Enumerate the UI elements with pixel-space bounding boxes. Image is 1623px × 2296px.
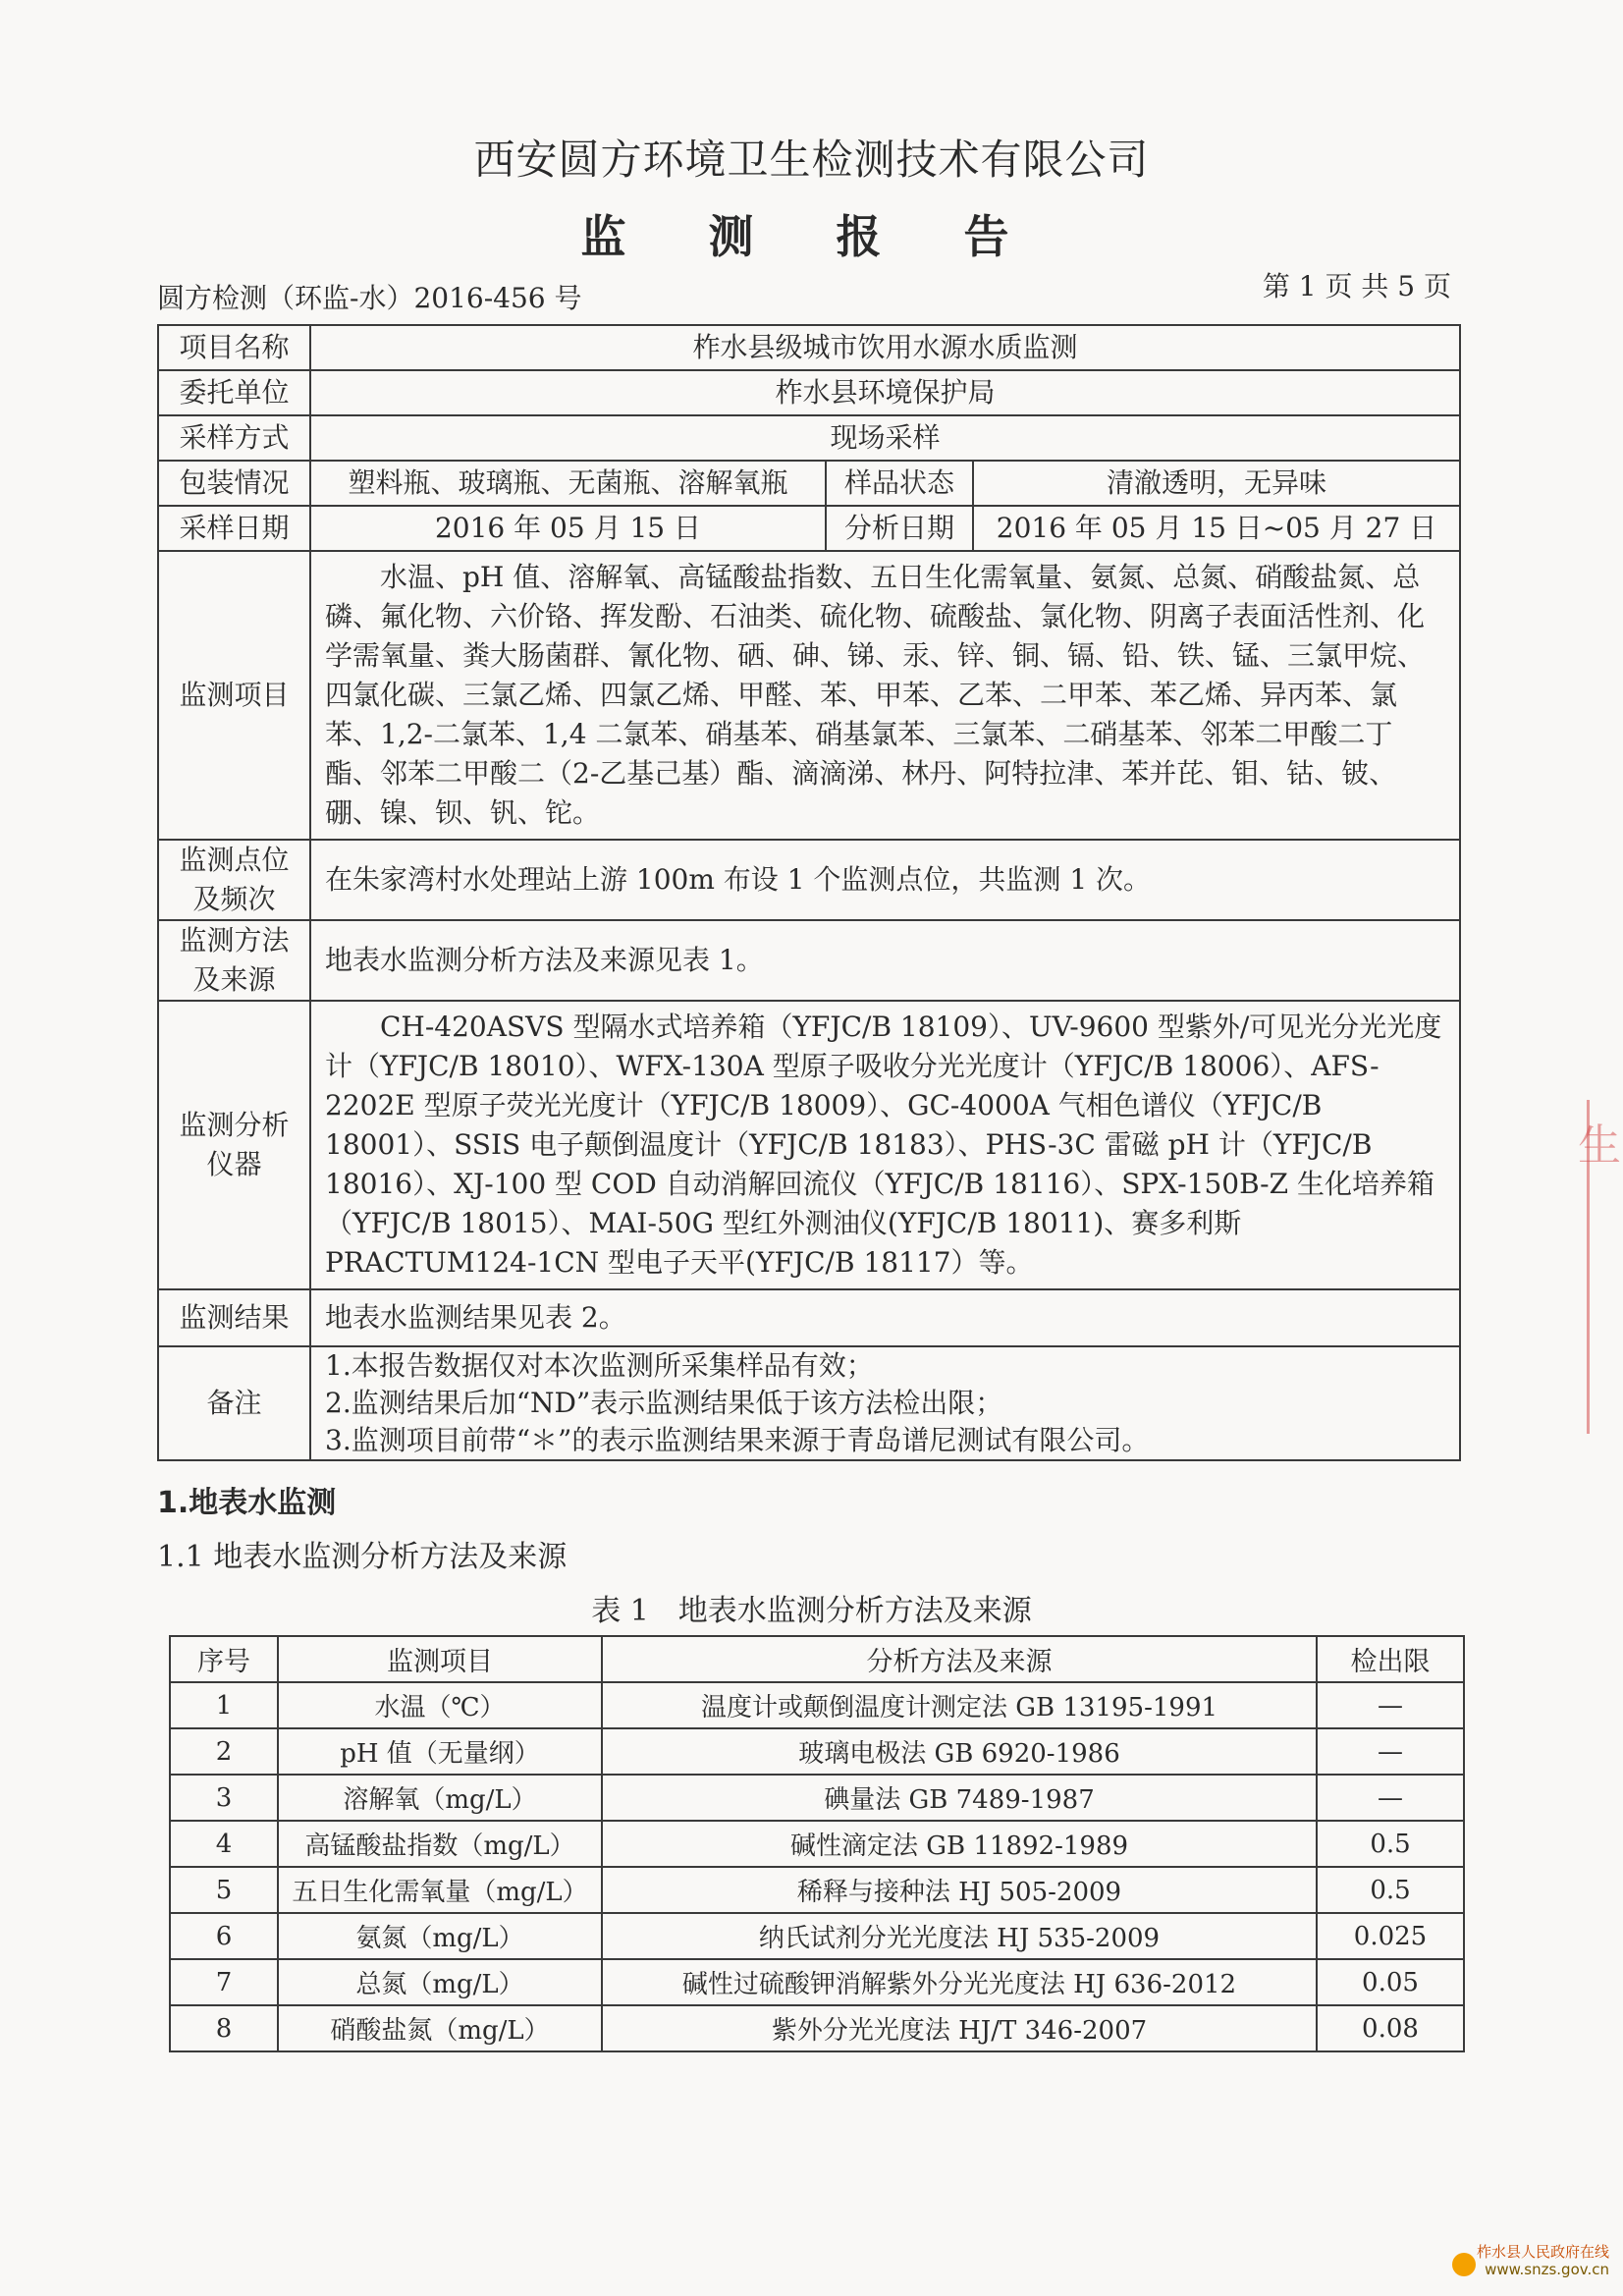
row-number: 3 (170, 1775, 278, 1821)
notes-label: 备注 (158, 1346, 310, 1460)
detection-limit: 0.025 (1317, 1913, 1464, 1959)
note-line: 1.本报告数据仅对本次监测所采集样品有效； (325, 1349, 874, 1382)
monitoring-point-label-line2: 及频次 (192, 883, 276, 915)
monitoring-point-value: 在朱家湾村水处理站上游 100m 布设 1 个监测点位，共监测 1 次。 (310, 840, 1460, 920)
client-value: 柞水县环境保护局 (310, 370, 1460, 415)
watermark-site-name: 柞水县人民政府在线 (1476, 2243, 1609, 2261)
sampling-method-value: 现场采样 (310, 415, 1460, 461)
table-row (170, 1728, 1464, 1775)
table-row (158, 840, 1460, 920)
note-line: 3.监测项目前带“＊”的表示监测结果来源于青岛谱尼测试有限公司。 (325, 1424, 1150, 1456)
monitoring-point-label (158, 840, 310, 920)
table-row (170, 1821, 1464, 1867)
analysis-method: 纳氏试剂分光光度法 HJ 535-2009 (602, 1913, 1317, 1959)
methods-table (169, 1635, 1465, 2052)
table-row (170, 1682, 1464, 1728)
watermark (1477, 2243, 1609, 2278)
column-header: 分析方法及来源 (602, 1636, 1317, 1682)
project-name-label: 项目名称 (158, 325, 310, 370)
detection-limit: — (1317, 1728, 1464, 1775)
column-header: 序号 (170, 1636, 278, 1682)
instrument-label-line2: 仪器 (206, 1148, 262, 1180)
result-label: 监测结果 (158, 1289, 310, 1346)
row-number: 4 (170, 1821, 278, 1867)
table-row (158, 551, 1460, 840)
table-row (158, 415, 1460, 461)
watermark-url: www.snzs.gov.cn (1485, 2261, 1609, 2278)
table-row (170, 1959, 1464, 2005)
analysis-method: 碱性过硫酸钾消解紫外分光光度法 HJ 636-2012 (602, 1959, 1317, 2005)
monitoring-item: 氨氮（mg/L） (278, 1913, 602, 1959)
column-header: 监测项目 (278, 1636, 602, 1682)
row-number: 5 (170, 1867, 278, 1913)
table-row (170, 1775, 1464, 1821)
row-number: 7 (170, 1959, 278, 2005)
table-caption: 表 1 地表水监测分析方法及来源 (591, 1594, 1032, 1628)
project-name-value: 柞水县级城市饮用水源水质监测 (310, 325, 1460, 370)
detection-limit: 0.5 (1317, 1867, 1464, 1913)
row-number: 6 (170, 1913, 278, 1959)
table-row (158, 325, 1460, 370)
monitoring-item: 硝酸盐氮（mg/L） (278, 2005, 602, 2051)
table-header-row (170, 1636, 1464, 1682)
table-row (170, 1867, 1464, 1913)
analysis-date-value: 2016 年 05 月 15 日~05 月 27 日 (973, 506, 1460, 551)
instrument-value: CH-420ASVS 型隔水式培养箱（YFJC/B 18109）、UV-9600 型紫外/可见光分光光度计（YFJC/B 18010）、WFX-130A 型原子吸收分光光度计（YFJC/B 18006）、AFS-2202E 型原子荧光光度计（YFJC/B 18009）、GC-4000A 气相色谱仪（YFJC/B 18001）、SSIS 电子颠倒温度计（YFJC/B 18183）、PHS-3C 雷磁 pH 计（YFJC/B 18016）、XJ-100 型 COD 自动消解回流仪（YFJC/B 18116）、SPX-150B-Z 生化培养箱（YFJC/B 18015）、MAI-50G 型红外测油仪(YFJC/B 18011)、赛多利斯 PRACTUM124-1CN 型电子天平(YFJC/B 18117）等。 (310, 1001, 1460, 1289)
packaging-value: 塑料瓶、玻璃瓶、无菌瓶、溶解氧瓶 (310, 461, 826, 506)
monitoring-items-label: 监测项目 (158, 551, 310, 840)
detection-limit: 0.5 (1317, 1821, 1464, 1867)
sampling-method-label: 采样方式 (158, 415, 310, 461)
watermark-logo-icon (1452, 2253, 1476, 2276)
table-row (158, 1001, 1460, 1289)
report-info-table (157, 324, 1461, 1461)
monitoring-method-label-line2: 及来源 (192, 963, 276, 996)
packaging-label: 包装情况 (158, 461, 310, 506)
analysis-method: 紫外分光光度法 HJ/T 346-2007 (602, 2005, 1317, 2051)
subsection-heading: 1.1 地表水监测分析方法及来源 (157, 1540, 568, 1574)
table-row (158, 920, 1460, 1001)
monitoring-method-label-line1: 监测方法 (179, 924, 290, 957)
sampling-date-label: 采样日期 (158, 506, 310, 551)
instrument-label (158, 1001, 310, 1289)
table-row (170, 1913, 1464, 1959)
monitoring-item: pH 值（无量纲） (278, 1728, 602, 1775)
instrument-label-line1: 监测分析 (179, 1109, 290, 1141)
analysis-method: 碱性滴定法 GB 11892-1989 (602, 1821, 1317, 1867)
monitoring-item: 五日生化需氧量（mg/L） (278, 1867, 602, 1913)
detection-limit: — (1317, 1682, 1464, 1728)
detection-limit: 0.08 (1317, 2005, 1464, 2051)
table-row (158, 506, 1460, 551)
client-label: 委托单位 (158, 370, 310, 415)
seal-character: 生 (1578, 1121, 1621, 1171)
result-value: 地表水监测结果见表 2。 (310, 1289, 1460, 1346)
report-number: 圆方检测（环监-水）2016-456 号 (157, 282, 582, 314)
page-indicator: 第 1 页 共 5 页 (1262, 270, 1451, 302)
analysis-method: 稀释与接种法 HJ 505-2009 (602, 1867, 1317, 1913)
note-line: 2.监测结果后加“ND”表示监测结果低于该方法检出限； (325, 1387, 1003, 1419)
monitoring-items-value: 水温、pH 值、溶解氧、高锰酸盐指数、五日生化需氧量、氨氮、总氮、硝酸盐氮、总磷、氟化物、六价铬、挥发酚、石油类、硫化物、硫酸盐、氯化物、阴离子表面活性剂、化学需氧量、粪大肠菌群、氰化物、硒、砷、锑、汞、锌、铜、镉、铅、铁、锰、三氯甲烷、四氯化碳、三氯乙烯、四氯乙烯、甲醛、苯、甲苯、乙苯、二甲苯、苯乙烯、异丙苯、氯苯、1,2-二氯苯、1,4 二氯苯、硝基苯、硝基氯苯、三氯苯、二硝基苯、邻苯二甲酸二丁酯、邻苯二甲酸二（2-乙基己基）酯、滴滴涕、林丹、阿特拉津、苯并芘、钼、钴、铍、硼、镍、钡、钒、铊。 (310, 551, 1460, 840)
report-title: 监 测 报 告 (580, 210, 1043, 263)
monitoring-item: 水温（℃） (278, 1682, 602, 1728)
notes-value (310, 1346, 1460, 1460)
section-heading: 1.地表水监测 (157, 1486, 337, 1520)
monitoring-method-label (158, 920, 310, 1001)
monitoring-item: 溶解氧（mg/L） (278, 1775, 602, 1821)
monitoring-item: 总氮（mg/L） (278, 1959, 602, 2005)
column-header: 检出限 (1317, 1636, 1464, 1682)
sampling-date-value: 2016 年 05 月 15 日 (310, 506, 826, 551)
detection-limit: 0.05 (1317, 1959, 1464, 2005)
table-row (170, 2005, 1464, 2051)
table-row (158, 370, 1460, 415)
company-name: 西安圆方环境卫生检测技术有限公司 (473, 136, 1150, 184)
sample-state-label: 样品状态 (826, 461, 973, 506)
methods-table-body (170, 1682, 1464, 2051)
analysis-method: 玻璃电极法 GB 6920-1986 (602, 1728, 1317, 1775)
table-row (158, 1289, 1460, 1346)
analysis-method: 碘量法 GB 7489-1987 (602, 1775, 1317, 1821)
row-number: 2 (170, 1728, 278, 1775)
analysis-date-label: 分析日期 (826, 506, 973, 551)
sample-state-value: 清澈透明，无异味 (973, 461, 1460, 506)
detection-limit: — (1317, 1775, 1464, 1821)
row-number: 8 (170, 2005, 278, 2051)
row-number: 1 (170, 1682, 278, 1728)
analysis-method: 温度计或颠倒温度计测定法 GB 13195-1991 (602, 1682, 1317, 1728)
table-row (158, 1346, 1460, 1460)
monitoring-method-value: 地表水监测分析方法及来源见表 1。 (310, 920, 1460, 1001)
monitoring-point-label-line1: 监测点位 (179, 844, 290, 876)
table-row (158, 461, 1460, 506)
monitoring-item: 高锰酸盐指数（mg/L） (278, 1821, 602, 1867)
